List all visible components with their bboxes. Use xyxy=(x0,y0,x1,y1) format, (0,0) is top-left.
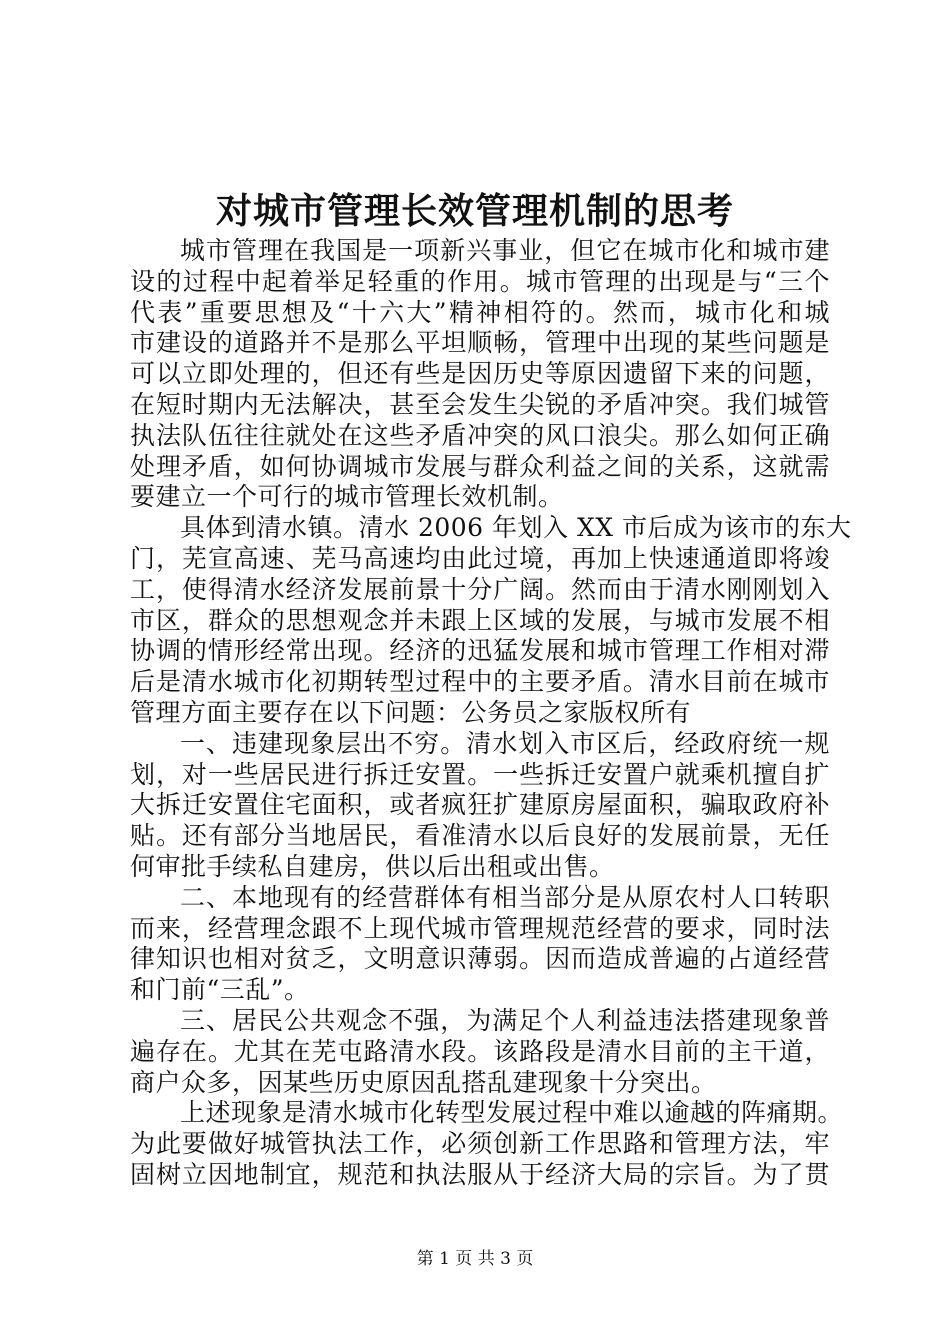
text-line: 为此要做好城管执法工作，必须创新工作思路和管理方法，牢 xyxy=(130,1129,830,1159)
text-line: 城市管理在我国是一项新兴事业，但它在城市化和城市建 xyxy=(180,236,830,265)
text-line: 和门前“三乱”。 xyxy=(130,975,310,1005)
text-line: 工，使得清水经济发展前景十分广阔。然而由于清水刚刚划入 xyxy=(130,574,830,604)
text-line: 二、本地现有的经营群体有相当部分是从原农村人口转职 xyxy=(180,882,830,912)
text-line: 上述现象是清水城市化转型发展过程中难以逾越的阵痛期。 xyxy=(180,1098,844,1128)
text-line: 在短时期内无法解决，甚至会发生尖锐的矛盾冲突。我们城管 xyxy=(130,389,830,419)
text-line: 处理矛盾，如何协调城市发展与群众利益之间的关系，这就需 xyxy=(130,451,830,481)
text-line: 市区，群众的思想观念并未跟上区域的发展，与城市发展不相 xyxy=(130,605,830,635)
text-line: 管理方面主要存在以下问题：公务员之家版权所有 xyxy=(130,697,692,727)
text-line: 固树立因地制宜，规范和执法服从于经济大局的宗旨。为了贯 xyxy=(130,1159,830,1189)
body-text xyxy=(130,236,852,1191)
text-line: 设的过程中起着举足轻重的作用。城市管理的出现是与“三个 xyxy=(130,266,830,296)
text-line: 具体到清水镇。清水 2006 年划入 XX 市后成为该市的东大 xyxy=(180,513,852,543)
text-line: 执法队伍往往就处在这些矛盾冲突的风口浪尖。那么如何正确 xyxy=(130,420,830,450)
text-line: 大拆迁安置住宅面积，或者疯狂扩建原房屋面积，骗取政府补 xyxy=(130,790,830,820)
text-line: 后是清水城市化初期转型过程中的主要矛盾。清水目前在城市 xyxy=(130,667,830,697)
text-line: 律知识也相对贫乏，文明意识薄弱。因而造成普遍的占道经营 xyxy=(130,944,830,974)
text-line: 遍存在。尤其在芜屯路清水段。该路段是清水目前的主干道， xyxy=(130,1036,830,1066)
text-line: 要建立一个可行的城市管理长效机制。 xyxy=(130,482,564,512)
text-line: 贴。还有部分当地居民，看准清水以后良好的发展前景，无任 xyxy=(130,821,830,851)
text-line: 一、违建现象层出不穷。清水划入市区后，经政府统一规 xyxy=(180,728,830,758)
text-line: 而来，经营理念跟不上现代城市管理规范经营的要求，同时法 xyxy=(130,913,830,943)
text-line: 门，芜宣高速、芜马高速均由此过境，再加上快速通道即将竣 xyxy=(130,543,830,573)
page-footer: 第 1 页 共 3 页 xyxy=(416,1249,534,1269)
text-line: 划，对一些居民进行拆迁安置。一些拆迁安置户就乘机擅自扩 xyxy=(130,759,830,789)
text-line: 市建设的道路并不是那么平坦顺畅，管理中出现的某些问题是 xyxy=(130,328,830,358)
text-line: 三、居民公共观念不强，为满足个人利益违法搭建现象普 xyxy=(180,1005,830,1035)
text-line: 代表”重要思想及“十六大”精神相符的。然而，城市化和城 xyxy=(130,297,830,327)
text-line: 协调的情形经常出现。经济的迅猛发展和城市管理工作相对滞 xyxy=(130,636,830,666)
text-line: 可以立即处理的，但还有些是因历史等原因遗留下来的问题， xyxy=(130,359,830,389)
text-line: 商户众多，因某些历史原因乱搭乱建现象十分突出。 xyxy=(130,1067,717,1097)
page-title: 对城市管理长效管理机制的思考 xyxy=(215,190,734,232)
text-line: 何审批手续私自建房，供以后出租或出售。 xyxy=(130,851,615,881)
